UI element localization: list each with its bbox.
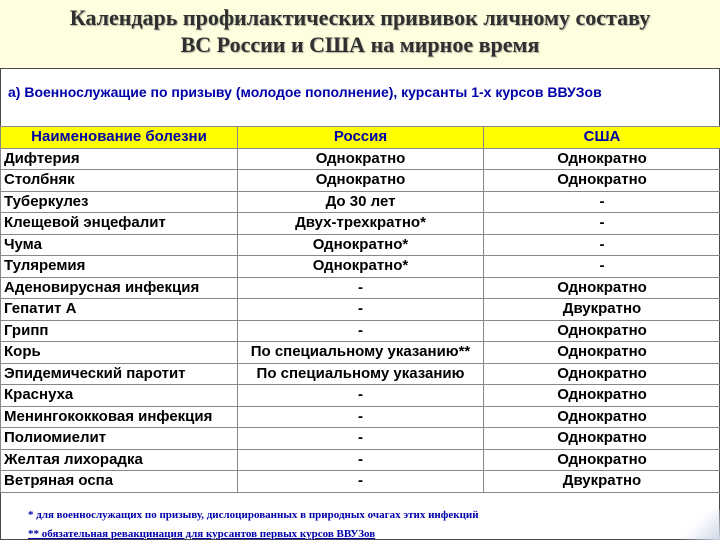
table-row bbox=[1, 191, 720, 213]
cell-usa: - bbox=[484, 234, 720, 256]
cell-disease: Эпидемический паротит bbox=[1, 363, 238, 385]
table-row bbox=[1, 148, 720, 170]
cell-russia: - bbox=[238, 449, 484, 471]
cell-usa: Однократно bbox=[484, 342, 720, 364]
cell-usa: Двукратно bbox=[484, 471, 720, 493]
cell-disease: Грипп bbox=[1, 320, 238, 342]
cell-russia: - bbox=[238, 406, 484, 428]
cell-russia: - bbox=[238, 385, 484, 407]
cell-disease: Краснуха bbox=[1, 385, 238, 407]
cell-usa: - bbox=[484, 191, 720, 213]
cell-disease: Клещевой энцефалит bbox=[1, 213, 238, 235]
page-title bbox=[0, 4, 720, 58]
cell-russia: - bbox=[238, 471, 484, 493]
table-row bbox=[1, 277, 720, 299]
cell-russia: Однократно bbox=[238, 148, 484, 170]
corner-decoration bbox=[680, 510, 720, 540]
cell-russia: По специальному указанию bbox=[238, 363, 484, 385]
cell-disease: Дифтерия bbox=[1, 148, 238, 170]
table-row bbox=[1, 363, 720, 385]
title-line-1: Календарь профилактических прививок личному составу bbox=[0, 4, 720, 31]
cell-usa: Однократно bbox=[484, 320, 720, 342]
cell-disease: Желтая лихорадка bbox=[1, 449, 238, 471]
header-disease: Наименование болезни bbox=[1, 127, 238, 149]
table-row bbox=[1, 342, 720, 364]
cell-usa: - bbox=[484, 256, 720, 278]
cell-usa: Однократно bbox=[484, 406, 720, 428]
vaccination-table bbox=[0, 126, 720, 493]
cell-russia: Однократно* bbox=[238, 256, 484, 278]
table-row bbox=[1, 256, 720, 278]
footnotes bbox=[28, 506, 718, 544]
cell-russia: - bbox=[238, 320, 484, 342]
table-row bbox=[1, 299, 720, 321]
cell-disease: Гепатит А bbox=[1, 299, 238, 321]
cell-disease: Аденовирусная инфекция bbox=[1, 277, 238, 299]
table-row bbox=[1, 213, 720, 235]
cell-usa: Однократно bbox=[484, 170, 720, 192]
cell-usa: Однократно bbox=[484, 449, 720, 471]
table-header-row bbox=[1, 127, 720, 149]
cell-usa: Однократно bbox=[484, 277, 720, 299]
cell-disease: Менингококковая инфекция bbox=[1, 406, 238, 428]
footnote-1: * для военнослужащих по призыву, дислоцированных в природных очагах этих инфекций bbox=[28, 506, 718, 525]
cell-usa: Двукратно bbox=[484, 299, 720, 321]
table-row bbox=[1, 449, 720, 471]
cell-disease: Ветряная оспа bbox=[1, 471, 238, 493]
table-row bbox=[1, 471, 720, 493]
table-row bbox=[1, 385, 720, 407]
cell-russia: - bbox=[238, 428, 484, 450]
cell-russia: - bbox=[238, 277, 484, 299]
cell-usa: Однократно bbox=[484, 385, 720, 407]
cell-disease: Туляремия bbox=[1, 256, 238, 278]
cell-usa: - bbox=[484, 213, 720, 235]
table-row bbox=[1, 428, 720, 450]
table-row bbox=[1, 406, 720, 428]
header-usa: США bbox=[484, 127, 720, 149]
header-russia: Россия bbox=[238, 127, 484, 149]
cell-usa: Однократно bbox=[484, 363, 720, 385]
cell-russia: - bbox=[238, 299, 484, 321]
table-row bbox=[1, 320, 720, 342]
cell-russia: Однократно bbox=[238, 170, 484, 192]
cell-disease: Чума bbox=[1, 234, 238, 256]
title-line-2: ВС России и США на мирное время bbox=[0, 31, 720, 58]
table-body bbox=[1, 148, 720, 492]
cell-disease: Корь bbox=[1, 342, 238, 364]
cell-usa: Однократно bbox=[484, 148, 720, 170]
subtitle: а) Военнослужащие по призыву (молодое пополнение), курсанты 1-х курсов ВВУЗов bbox=[8, 84, 712, 100]
cell-russia: Двух-трехкратно* bbox=[238, 213, 484, 235]
table-row bbox=[1, 170, 720, 192]
cell-disease: Туберкулез bbox=[1, 191, 238, 213]
cell-russia: До 30 лет bbox=[238, 191, 484, 213]
cell-disease: Полиомиелит bbox=[1, 428, 238, 450]
cell-russia: Однократно* bbox=[238, 234, 484, 256]
table-row bbox=[1, 234, 720, 256]
footnote-2: ** обязательная ревакцинация для курсантов первых курсов ВВУЗов bbox=[28, 525, 718, 544]
cell-russia: По специальному указанию** bbox=[238, 342, 484, 364]
cell-usa: Однократно bbox=[484, 428, 720, 450]
cell-disease: Столбняк bbox=[1, 170, 238, 192]
